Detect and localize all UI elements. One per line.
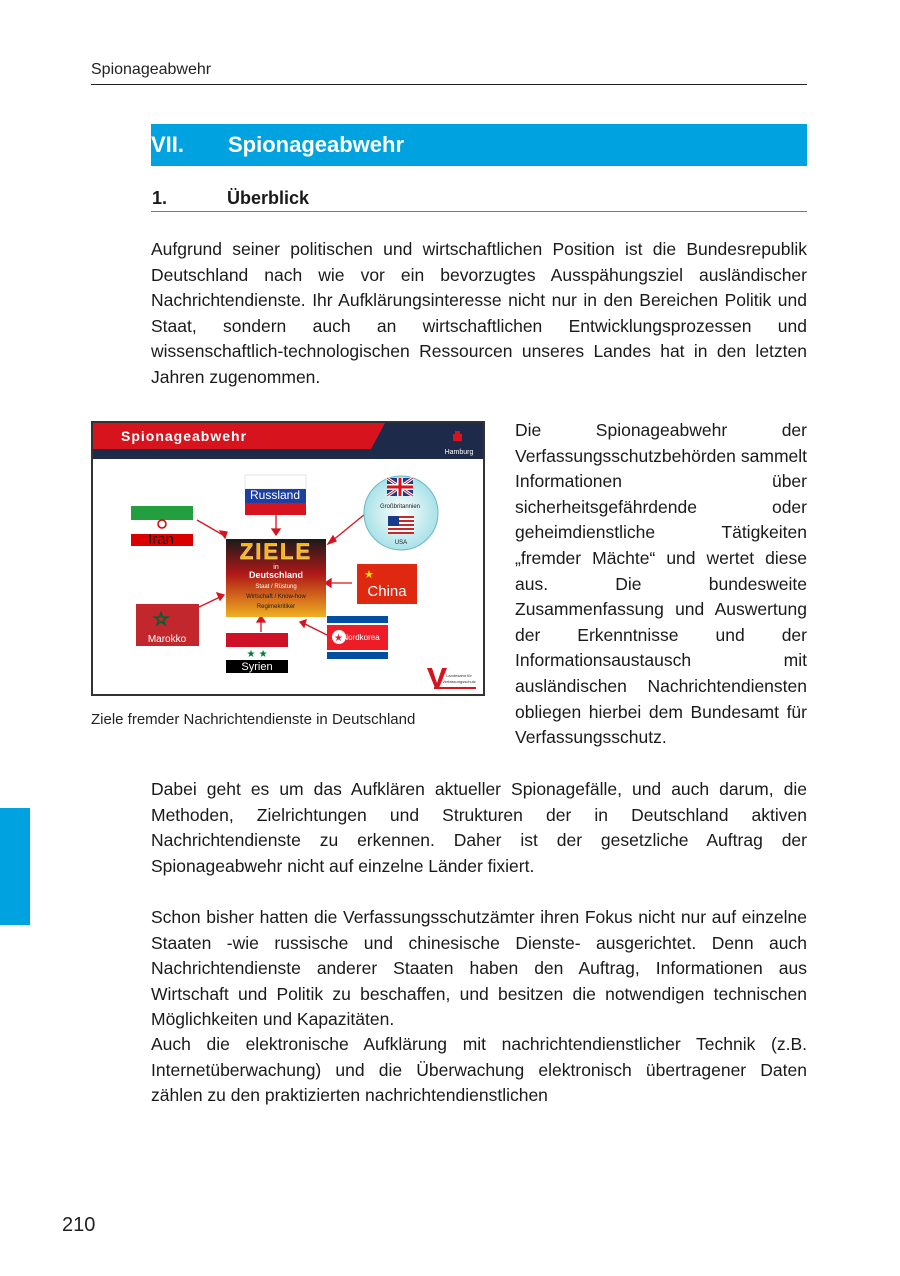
ziele-box: [226, 539, 326, 617]
label-grossbritannien: Großbritannien: [379, 504, 421, 510]
running-header: Spionageabwehr: [91, 61, 212, 78]
side-tab-marker: [0, 808, 30, 925]
verfassungsschutz-logo: [427, 668, 476, 689]
flag-usa: [388, 516, 414, 534]
flag-russland: [245, 475, 306, 515]
page-number: 210: [62, 1214, 96, 1236]
logo-text-1: Landesamt für: [446, 673, 472, 678]
paragraph-intro: Aufgrund seiner politischen und wirtschaftlichen Position ist die Bundesrepublik Deutschland nach wie vor ein bevorzugtes Ausspähungsziel ausländischer Nachrichtendienste. Ihr Aufklärungsinteresse nicht nur in den Bereichen Politik und Staat, sondern auch an wirtschaftlichen Entwicklungsprozessen und wissenschaftlich-technologischen Ressourcen unseres Landes hat in den letzten Jahren zugenommen.: [151, 239, 807, 387]
label-syrien: Syrien: [241, 661, 273, 673]
label-nordkorea: Nordkorea: [342, 633, 380, 642]
figure-caption: Ziele fremder Nachrichtendienste in Deutschland: [91, 711, 416, 728]
section-title: Überblick: [227, 188, 310, 208]
label-russland: Russland: [249, 488, 301, 502]
syrien-stars-icon: ★ ★: [246, 649, 268, 660]
flag-iran: [131, 506, 193, 548]
figure-image: [91, 421, 485, 696]
logo-text-2: Verfassungsschutz: [442, 679, 476, 684]
label-usa: USA: [394, 540, 408, 546]
label-marokko: Marokko: [147, 634, 187, 645]
marokko-star-icon: ☆: [153, 609, 170, 630]
chapter-number: VII.: [151, 132, 185, 157]
chapter-title: Spionageabwehr: [228, 132, 405, 157]
paragraph-side: Die Spionageabwehr der Verfassungsschutzbehörden sammelt Informationen über sicherheitsgefährdende oder geheimdienstliche Tätigkeiten „fremder Mächte“ und wertet diese aus. Die bundesweite Zusammenfassung und Auswertung der Erkenntnisse und der Informationsaustausch mit ausländischen Nachrichtendiensten obliegen hierbei dem Bundesamt für Verfassungsschutz.: [515, 420, 807, 748]
ziele-in: in: [273, 564, 279, 571]
ziele-line-2: Wirtschaft / Know-how: [246, 594, 306, 600]
label-china: China: [367, 583, 407, 600]
ziele-country: Deutschland: [248, 570, 304, 580]
flag-nordkorea: [327, 616, 388, 659]
ziele-title: ZIELE: [239, 539, 313, 564]
chapter-heading: [151, 124, 807, 166]
header-rule: [91, 84, 807, 85]
paragraph-3: Dabei geht es um das Aufklären aktueller Spionagefälle, und auch darum, die Methoden, Zielrichtungen und Strukturen der in Deutschland aktiven Nachrichtendienste zu erkennen. Daher ist der gesetzliche Auftrag der Spionageabwehr nicht auf einzelne Länder fixiert.: [151, 779, 807, 876]
ziele-line-3: Regimekritiker: [256, 604, 296, 610]
china-star-icon: ★: [364, 568, 374, 581]
flag-grossbritannien: [387, 478, 413, 496]
paragraph-5: Auch die elektronische Aufklärung mit nachrichtendienstlicher Technik (z.B. Internetüberwachung) und die Überwachung elektronisch übertragener Daten zählen zu den praktizierten nachrichtendienstlichen: [151, 1034, 807, 1106]
flag-marokko: [136, 604, 199, 646]
nordkorea-star-icon: ★: [334, 633, 343, 644]
section-rule: [151, 211, 807, 212]
flag-china: [357, 564, 417, 604]
brand-label: Hamburg: [444, 449, 474, 456]
flag-syrien: [226, 633, 288, 673]
paragraph-4: Schon bisher hatten die Verfassungsschutzämter ihren Fokus nicht nur auf einzelne Staaten -wie russische und chinesische Dienste- ausgerichtet. Denn auch Nachrichtendienste anderer Staaten haben den Auftrag, Informationen aus Wirtschaft und Politik zu beschaffen, und besitzen die notwendigen technischen Möglichkeiten und Kapazitäten.: [151, 907, 807, 1030]
label-iran: Iran: [148, 531, 174, 548]
banner-title: Spionageabwehr: [121, 428, 248, 444]
section-number: 1.: [152, 188, 168, 208]
ziele-line-1: Staat / Rüstung: [255, 584, 297, 590]
